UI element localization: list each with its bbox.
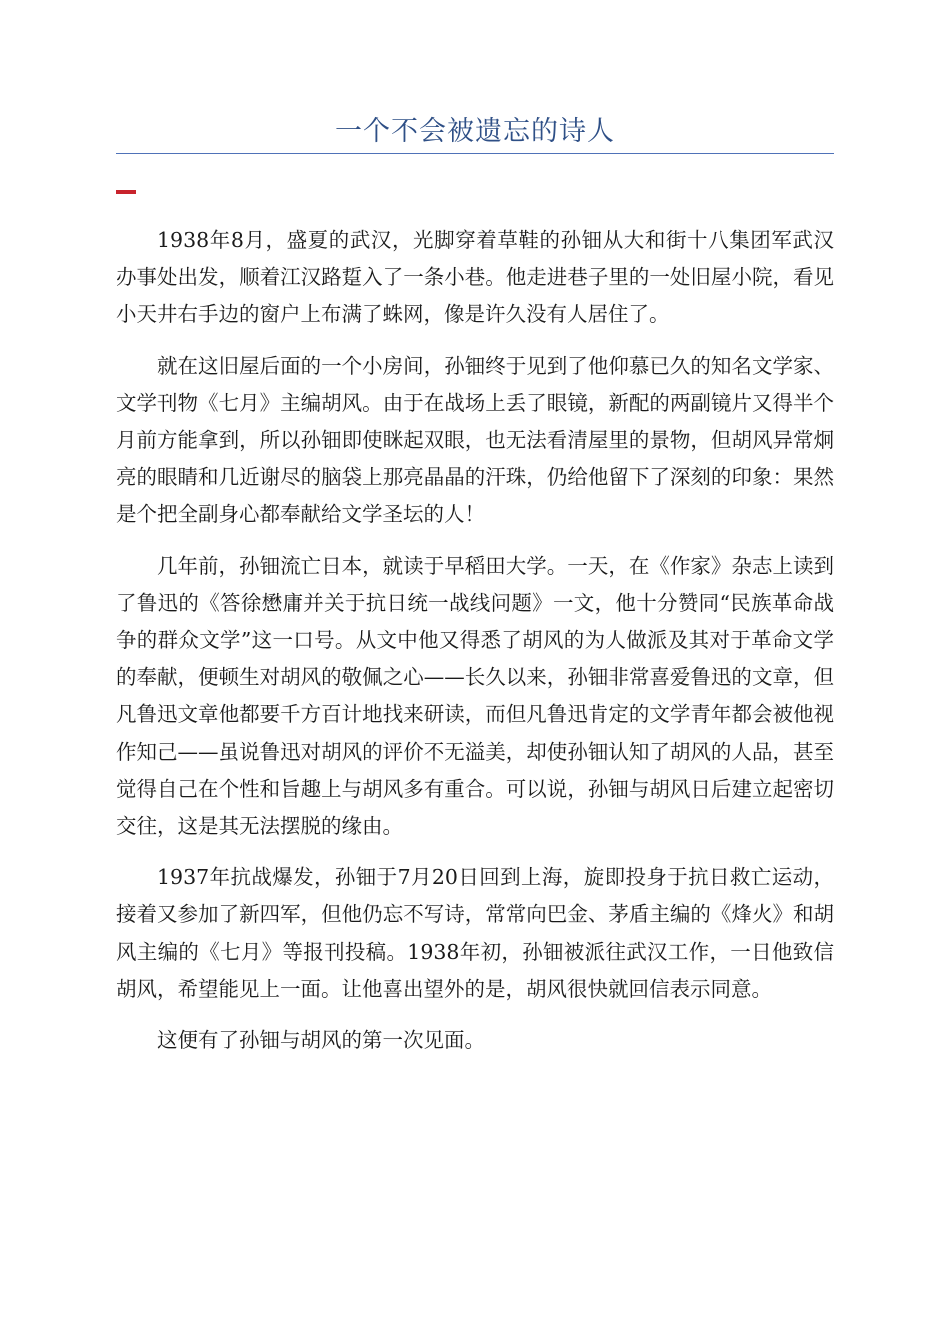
document-title: 一个不会被遗忘的诗人 bbox=[335, 116, 615, 147]
paragraph-1: 1938年8月，盛夏的武汉，光脚穿着草鞋的孙钿从大和街十八集团军武汉办事处出发，顺着江汉路踅入了一条小巷。他走进巷子里的一处旧屋小院，看见小天井右手边的窗户上布满了蛛网，像是许久没有人居住了。 bbox=[116, 228, 834, 327]
paragraph-5: 这便有了孙钿与胡风的第一次见面。 bbox=[157, 1028, 485, 1053]
title-underline bbox=[116, 153, 834, 154]
section-number-one bbox=[116, 190, 136, 194]
paragraph-4: 1937年抗战爆发，孙钿于7月20日回到上海，旋即投身于抗日救亡运动，接着又参加了新四军，但他仍忘不写诗，常常向巴金、茅盾主编的《烽火》和胡风主编的《七月》等报刊投稿。1938年初，孙钿被派往武汉工作，一日他致信胡风，希望能见上一面。让他喜出望外的是，胡风很快就回信表示同意。 bbox=[116, 865, 834, 1001]
article-body bbox=[116, 222, 834, 1073]
paragraph-3: 几年前，孙钿流亡日本，就读于早稻田大学。一天，在《作家》杂志上读到了鲁迅的《答徐懋庸并关于抗日统一战线问题》一文，他十分赞同“民族革命战争的群众文学”这一口号。从文中他又得悉了胡风的为人做派及其对于革命文学的奉献，便顿生对胡风的敬佩之心——长久以来，孙钿非常喜爱鲁迅的文章，但凡鲁迅文章他都要千方百计地找来研读，而但凡鲁迅肯定的文学青年都会被他视作知己——虽说鲁迅对胡风的评价不无溢美，却使孙钿认知了胡风的人品，甚至觉得自己在个性和旨趣上与胡风多有重合。可以说，孙钿与胡风日后建立起密切交往，这是其无法摆脱的缘由。 bbox=[116, 553, 834, 839]
paragraph-2: 就在这旧屋后面的一个小房间，孙钿终于见到了他仰慕已久的知名文学家、文学刊物《七月》主编胡风。由于在战场上丢了眼镜，新配的两副镜片又得半个月前方能拿到，所以孙钿即使眯起双眼，也无法看清屋里的景物，但胡风异常炯亮的眼睛和几近谢尽的脑袋上那亮晶晶的汗珠，仍给他留下了深刻的印象：果然是个把全副身心都奉献给文学圣坛的人！ bbox=[116, 353, 834, 527]
